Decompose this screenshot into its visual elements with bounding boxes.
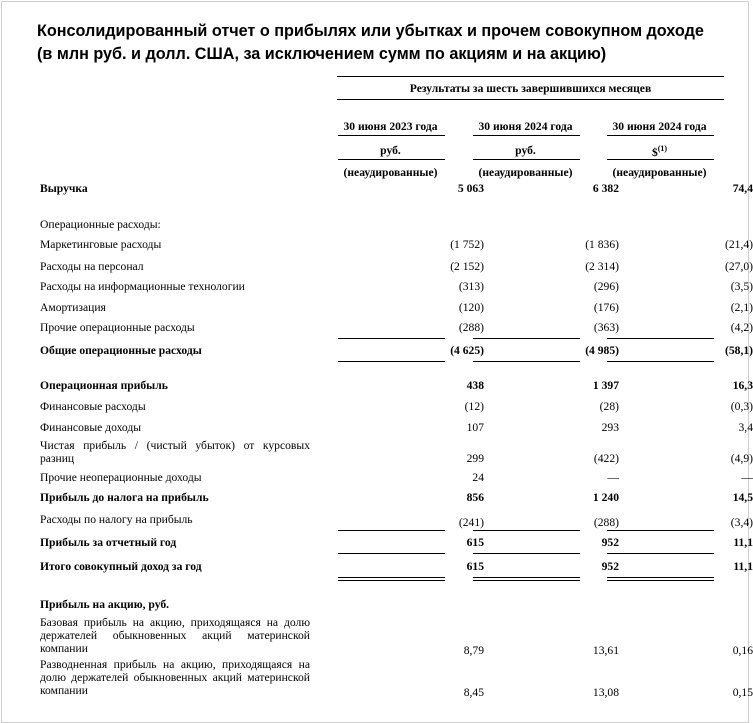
- value-2024-usd: (0,3): [730, 400, 753, 413]
- value-2024-rub: 293: [601, 421, 619, 434]
- value-2024-usd: 14,5: [732, 491, 753, 504]
- row-label: Финансовые расходы: [40, 400, 146, 413]
- row-label: Маркетинговые расходы: [40, 238, 162, 251]
- row-label: Итого совокупный доход за год: [40, 560, 202, 573]
- value-2024-usd: —: [741, 471, 753, 484]
- column-2-date-rule: [473, 135, 580, 136]
- row-label: Прибыль до налога на прибыль: [40, 491, 209, 504]
- value-2023: (2 152): [450, 260, 484, 273]
- column-1-note: (неаудированные): [343, 166, 438, 179]
- row-label: Операционные расходы:: [40, 218, 161, 231]
- value-2024-rub: (363): [593, 321, 619, 334]
- column-1-currency: руб.: [380, 144, 401, 157]
- value-2024-rub: (1 836): [585, 238, 619, 251]
- column-2-currency: руб.: [515, 144, 536, 157]
- pretax-rule-2: [473, 530, 580, 531]
- column-3-note: (неаудированные): [612, 166, 707, 179]
- value-2024-rub: (296): [593, 280, 619, 293]
- value-2024-rub: (2 314): [585, 260, 619, 273]
- row-label: Расходы на информационные технологии: [40, 280, 245, 293]
- double-rule-2a: [473, 577, 580, 578]
- total-rule-2: [473, 361, 580, 362]
- value-2024-rub: 6 382: [592, 182, 619, 195]
- double-rule-3b: [607, 580, 714, 581]
- value-2024-usd: 11,1: [733, 560, 753, 573]
- double-rule-1a: [338, 577, 445, 578]
- title-line-2: (в млн руб. и долл. США, за исключением сумм по акциям и на акцию): [37, 45, 607, 63]
- row-label: Амортизация: [40, 301, 106, 314]
- value-2024-usd: (21,4): [724, 238, 753, 251]
- value-2024-rub: (4 985): [585, 344, 619, 357]
- value-2023: (12): [464, 400, 484, 413]
- value-2023: 438: [466, 379, 484, 392]
- value-2024-usd: 3,4: [738, 421, 753, 434]
- subtotal-rule-2: [473, 338, 580, 339]
- value-2023: (288): [458, 321, 484, 334]
- column-3-date-rule: [607, 135, 714, 136]
- value-2023: 615: [466, 560, 484, 573]
- column-3-date: 30 июня 2024 года: [612, 120, 707, 133]
- column-2-date: 30 июня 2024 года: [478, 120, 573, 133]
- row-label: Финансовые доходы: [40, 421, 142, 434]
- period-top-rule: [337, 76, 724, 77]
- value-2023: 856: [466, 491, 484, 504]
- total-rule-1: [338, 361, 445, 362]
- double-rule-2b: [473, 580, 580, 581]
- profit-rule-2: [473, 553, 580, 554]
- total-rule-3: [607, 361, 714, 362]
- value-2023: 24: [472, 471, 484, 484]
- statement-title: [37, 20, 704, 66]
- value-2023: 107: [466, 421, 484, 434]
- value-2024-rub: 13,61: [592, 644, 619, 657]
- column-1-date: 30 июня 2023 года: [343, 120, 438, 133]
- period-bottom-rule: [337, 99, 724, 100]
- subtotal-rule-3: [607, 338, 714, 339]
- value-2024-usd: (58,1): [724, 344, 753, 357]
- row-label: Прибыль за отчетный год: [40, 536, 177, 549]
- column-1-date-rule: [338, 135, 445, 136]
- profit-rule-1: [338, 553, 445, 554]
- page-frame: [1, 1, 749, 723]
- column-3-currency-symbol: $: [651, 145, 658, 159]
- value-2024-rub: (422): [593, 452, 619, 465]
- pretax-rule-3: [607, 530, 714, 531]
- value-2024-usd: 11,1: [733, 536, 753, 549]
- value-2023: 8,45: [463, 686, 484, 699]
- profit-rule-3: [607, 553, 714, 554]
- column-1-currency-rule: [338, 159, 445, 160]
- row-label: Прибыль на акцию, руб.: [40, 598, 170, 611]
- column-3-currency: [607, 144, 712, 159]
- value-2024-usd: (3,4): [730, 516, 753, 529]
- value-2024-rub: (28): [599, 400, 619, 413]
- pretax-rule-1: [338, 530, 445, 531]
- value-2024-usd: (3,5): [730, 280, 753, 293]
- period-label: Результаты за шесть завершившихся месяцев: [409, 82, 652, 95]
- value-2023: (4 625): [450, 344, 484, 357]
- row-label: Выручка: [40, 182, 88, 195]
- row-label: Разводненная прибыль на акцию, приходящаяся на долю держателей обыкновенных акций материнской компании: [40, 658, 310, 697]
- value-2023: 615: [466, 536, 484, 549]
- value-2024-rub: 952: [601, 536, 619, 549]
- row-label: Расходы по налогу на прибыль: [40, 513, 193, 526]
- value-2023: 299: [466, 452, 484, 465]
- column-3-currency-rule: [607, 159, 714, 160]
- value-2023: (241): [458, 516, 484, 529]
- row-label: Общие операционные расходы: [40, 344, 202, 357]
- value-2024-rub: 13,08: [592, 686, 619, 699]
- value-2024-usd: (27,0): [724, 260, 753, 273]
- row-label: Прочие операционные расходы: [40, 321, 195, 334]
- value-2024-usd: (4,2): [730, 321, 753, 334]
- value-2023: (313): [458, 280, 484, 293]
- value-2023: (120): [458, 301, 484, 314]
- column-2-note: (неаудированные): [478, 166, 573, 179]
- value-2024-rub: (176): [593, 301, 619, 314]
- row-label: Прочие неоперационные доходы: [40, 471, 202, 484]
- value-2024-usd: 0,15: [732, 686, 753, 699]
- row-label: Операционная прибыль: [40, 379, 168, 392]
- value-2024-rub: 1 397: [592, 379, 619, 392]
- value-2023: (1 752): [450, 238, 484, 251]
- value-2024-usd: (4,9): [730, 452, 753, 465]
- value-2024-rub: 1 240: [592, 491, 619, 504]
- subtotal-rule-1: [338, 338, 445, 339]
- row-label: Чистая прибыль / (чистый убыток) от курсовых разниц: [40, 439, 310, 465]
- value-2024-usd: 0,16: [732, 644, 753, 657]
- value-2023: 8,79: [463, 644, 484, 657]
- value-2024-rub: 952: [601, 560, 619, 573]
- value-2024-usd: 16,3: [732, 379, 753, 392]
- value-2024-usd: 74,4: [732, 182, 753, 195]
- row-label: Базовая прибыль на акцию, приходящаяся на долю держателей обыкновенных акций материнской компании: [40, 616, 310, 655]
- column-2-currency-rule: [473, 159, 580, 160]
- value-2024-usd: (2,1): [730, 301, 753, 314]
- double-rule-1b: [338, 580, 445, 581]
- title-line-1: Консолидированный отчет о прибылях или убытках и прочем совокупном доходе: [37, 22, 704, 40]
- value-2023: 5 063: [457, 182, 484, 195]
- value-2024-rub: —: [607, 471, 619, 484]
- double-rule-3a: [607, 577, 714, 578]
- value-2024-rub: (288): [593, 516, 619, 529]
- row-label: Расходы на персонал: [40, 260, 144, 273]
- column-3-footnote-ref: (1): [657, 144, 668, 153]
